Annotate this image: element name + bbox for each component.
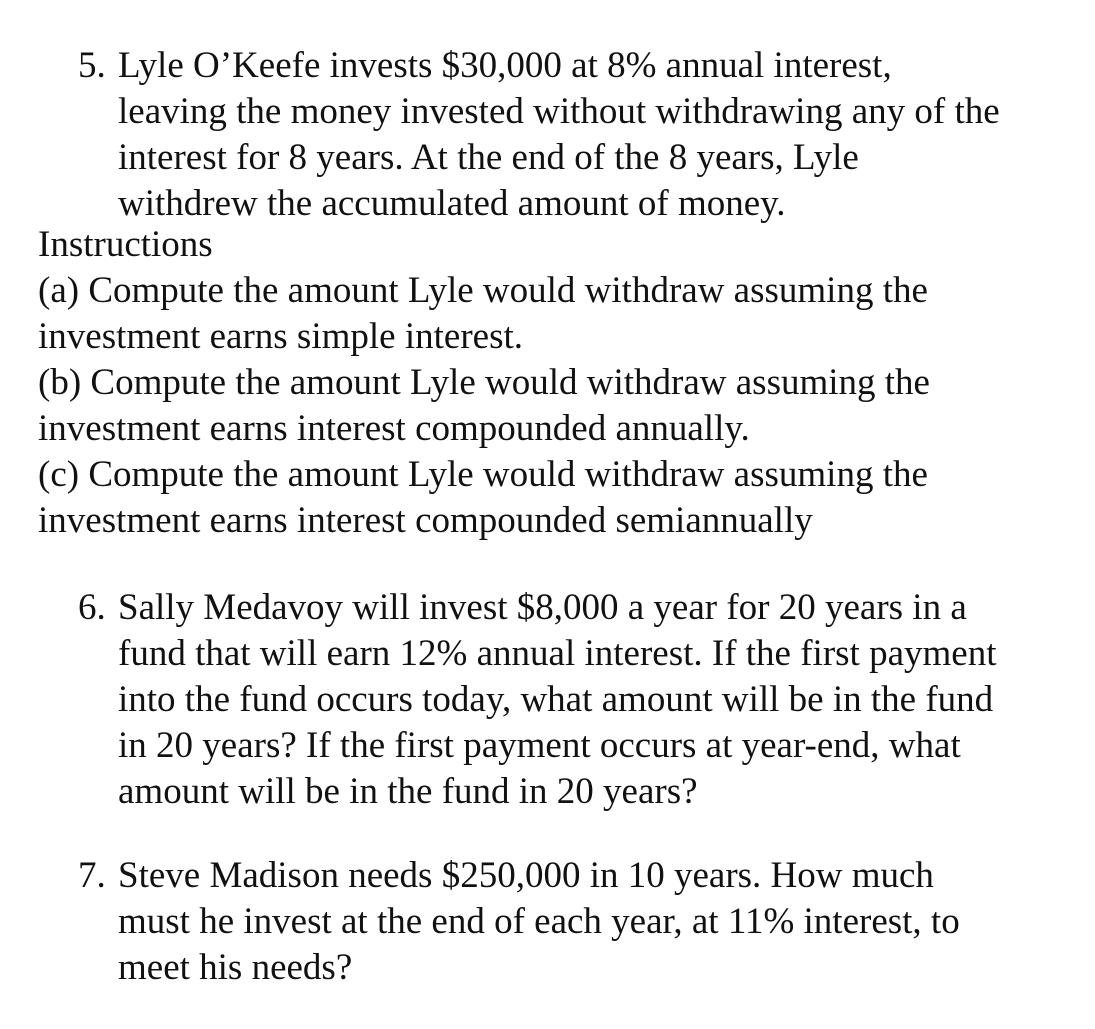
problem-5 xyxy=(78,43,1058,227)
problem-text-line: in 20 years? If the first payment occurs at year-end, what xyxy=(118,725,961,766)
problem-number: 6. xyxy=(78,587,106,628)
problem-text-line: leaving the money invested without withdrawing any of the xyxy=(118,91,1000,132)
instruction-line: investment earns simple interest. xyxy=(38,316,523,357)
instruction-line: (a) Compute the amount Lyle would withdraw assuming the xyxy=(38,270,928,311)
instruction-line: (b) Compute the amount Lyle would withdraw assuming the xyxy=(38,362,930,403)
problem-text-line: withdrew the accumulated amount of money. xyxy=(118,183,786,224)
instruction-line: (c) Compute the amount Lyle would withdraw assuming the xyxy=(38,454,928,495)
problem-text-line: Lyle O’Keefe invests $30,000 at 8% annual interest, xyxy=(118,45,892,86)
problem-6 xyxy=(78,585,1058,815)
problem-text-line: amount will be in the fund in 20 years? xyxy=(118,771,698,812)
instructions-block xyxy=(38,222,1078,544)
instruction-line: investment earns interest compounded annually. xyxy=(38,408,750,449)
problem-text-line: meet his needs? xyxy=(118,947,353,988)
problem-7 xyxy=(78,853,1058,991)
problem-number: 7. xyxy=(78,855,106,896)
problem-text-line: Sally Medavoy will invest $8,000 a year for 20 years in a xyxy=(118,587,967,628)
problem-text-line: must he invest at the end of each year, at 11% interest, to xyxy=(118,901,960,942)
problem-number: 5. xyxy=(78,45,106,86)
problem-text-line: into the fund occurs today, what amount will be in the fund xyxy=(118,679,994,720)
instruction-line: investment earns interest compounded semiannually xyxy=(38,500,813,541)
instructions-heading: Instructions xyxy=(38,224,213,265)
problem-text-line: Steve Madison needs $250,000 in 10 years. How much xyxy=(118,855,934,896)
problem-text-line: fund that will earn 12% annual interest. If the first payment xyxy=(118,633,997,674)
problem-text-line: interest for 8 years. At the end of the 8 years, Lyle xyxy=(118,137,859,178)
